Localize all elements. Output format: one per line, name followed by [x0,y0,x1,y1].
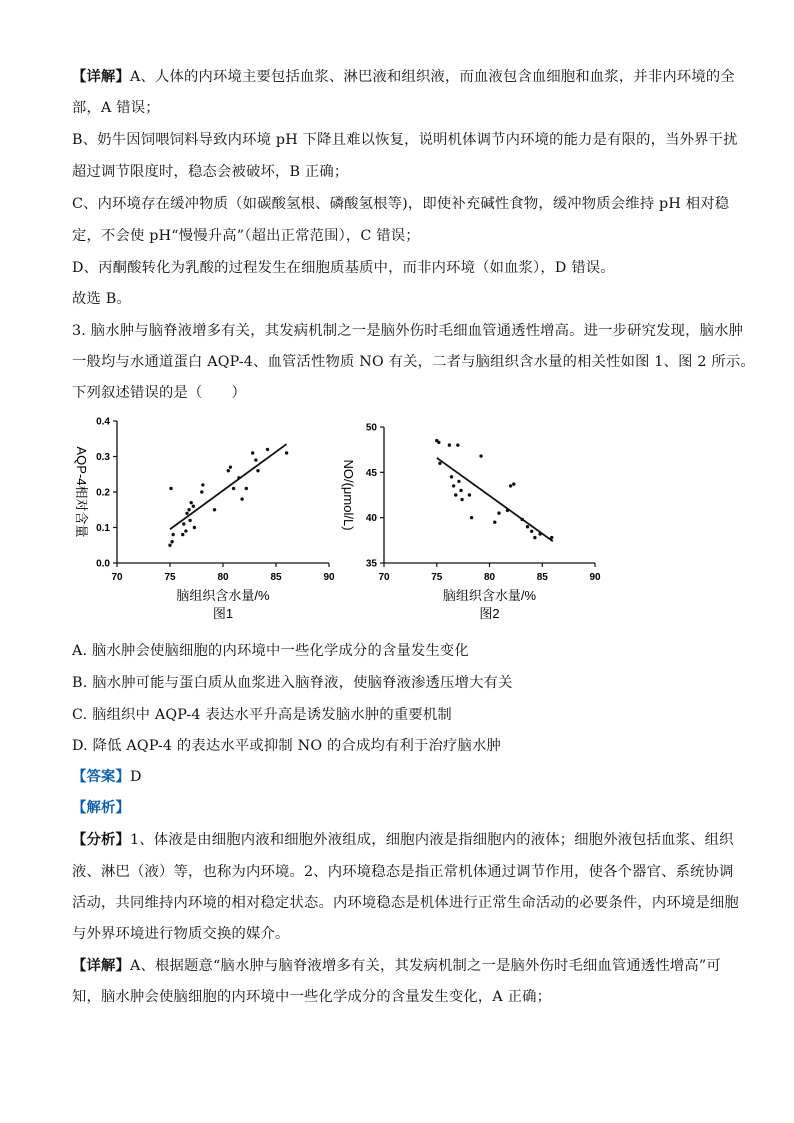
y-axis-label: AQP-4相对含量 [74,446,89,538]
y-tick-label: 0.3 [96,452,110,463]
data-point [533,536,536,539]
data-point [470,516,473,519]
question-stem-3: 下列叙述错误的是（ ） [72,385,246,401]
data-point [256,469,259,472]
x-tick-label: 90 [589,572,601,583]
y-tick-label: 0.1 [96,523,110,534]
analysis-heading [72,797,130,817]
data-point [512,482,515,485]
data-point [530,530,533,533]
data-point [468,493,471,496]
y-tick-label: 35 [365,558,377,570]
data-point [232,487,235,490]
chart-title: 图2 [479,606,500,621]
x-tick-label: 80 [483,572,496,583]
data-point [454,493,457,496]
chart-title: 图1 [212,606,234,621]
analysis-line-3: 活动，共同维持内环境的相对稳定状态。内环境稳态是机体进行正常生命活动的必要条件，内环境是细胞 [72,895,739,911]
fit-line [437,458,553,541]
y-tick-label: 40 [365,513,377,525]
question-stem-2: 一般均与水通道蛋白 AQP-4、血管活性物质 NO 有关，二者与脑组织含水量的相关性如图 1、图 2 所示。 [72,354,755,370]
detail-line-4: 超过调节限度时，稳态会被破坏，B 正确； [72,164,349,180]
data-point [437,441,440,444]
y-tick-label: 45 [365,467,377,479]
detail-line-7: D、丙酮酸转化为乳酸的过程发生在细胞质基质中，而非内环境（如血浆），D 错误。 [72,260,615,276]
chart-figure-2 [341,423,601,622]
data-point [170,540,173,543]
analysis-line-2: 液、淋巴（液）等，也称为内环境。2、内环境稳态是指正常机体通过调节作用，使各个器官、系统协调 [72,864,734,880]
data-point [266,448,269,451]
data-point [438,462,441,465]
data-point [193,526,196,529]
chart-figure-1 [74,417,335,622]
data-point [184,529,187,532]
x-axis-label: 脑组织含水量/% [442,588,537,603]
data-point [456,443,459,446]
analysis-sub-label: 【分析】 [72,832,130,848]
data-point [450,475,453,478]
data-point [526,525,529,528]
x-tick-label: 75 [164,572,176,583]
x-tick-label: 80 [217,572,229,583]
figure-charts [0,405,794,635]
data-point [254,458,257,461]
option-c: C. 脑组织中 AQP-4 表达水平升高是诱发脑水肿的重要机制 [72,707,452,723]
data-point [452,484,455,487]
data-point [181,533,184,536]
y-tick-label: 0.2 [96,487,110,499]
x-tick-label: 75 [431,572,443,583]
detail2-line-1: 【详解】A、根据题意“脑水肿与脑脊液增多有关，其发病机制之一是脑外伤时毛细血管通透性增高”可 [72,958,721,974]
data-point [229,465,232,468]
data-point [213,508,216,511]
option-a: A. 脑水肿会使脑细胞的内环境中一些化学成分的含量发生变化 [72,643,469,659]
x-tick-label: 85 [270,572,282,583]
fit-line [170,444,287,529]
data-point [448,443,451,446]
option-d: D. 降低 AQP-4 的表达水平或抑制 NO 的合成均有利于治疗脑水肿 [72,738,501,754]
data-point [171,533,174,536]
data-point [479,454,482,457]
data-point [182,522,185,525]
x-tick-label: 90 [323,572,335,583]
detail-line-8: 故选 B。 [72,291,131,307]
option-b: B. 脑水肿可能与蛋白质从血浆进入脑脊液，使脑脊液渗透压增大有关 [72,675,513,691]
detail2-label: 【详解】 [72,958,130,974]
data-point [493,521,496,524]
answer-line [72,766,142,786]
data-point [251,451,254,454]
data-point [192,505,195,508]
detail-line-5: C、内环境存在缓冲物质（如碳酸氢根、磷酸氢根等)，即使补充碱性食物，缓冲物质会维持 pH 相对稳 [72,196,730,212]
detail-line-1: 【详解】A、人体的内环境主要包括血浆、淋巴液和组织液，而血液包含血细胞和血浆，并非内环境的全 [72,69,735,85]
data-point [187,508,190,511]
data-point [227,469,230,472]
data-point [245,487,248,490]
data-point [169,487,172,490]
data-point [460,498,463,501]
y-tick-label: 0.0 [96,558,110,570]
y-tick-label: 50 [365,422,377,434]
detail-line-2: 部，A 错误； [72,100,160,116]
data-point [200,490,203,493]
y-tick-label: 0.4 [96,416,110,428]
x-tick-label: 85 [536,572,548,583]
data-point [240,497,243,500]
data-point [509,484,512,487]
detail-line-3: B、奶牛因饲喂饲料导致内环境 pH 下降且难以恢复，说明机体调节内环境的能力是有限的，当外界干扰 [72,132,738,148]
answer-value: D [130,769,142,785]
x-axis-label: 脑组织含水量/% [176,588,270,603]
answer-label: 【答案】 [72,769,130,785]
analysis-line-1: 【分析】1、体液是由细胞内液和细胞外液组成，细胞内液是指细胞内的液体；细胞外液包括血浆、组织 [72,832,734,848]
data-point [285,451,288,454]
detail-line-6: 定，不会使 pH“慢慢升高”（超出正常范围），C 错误； [72,228,420,244]
x-tick-label: 70 [111,572,123,583]
data-point [188,519,191,522]
question-stem-1: 3. 脑水肿与脑脊液增多有关，其发病机制之一是脑外伤时毛细血管通透性增高。进一步研究发现，脑水肿 [72,323,744,339]
detail-label: 【详解】 [72,69,130,85]
x-tick-label: 70 [378,572,390,583]
analysis-line-4: 与外界环境进行物质交换的媒介。 [72,926,290,942]
data-point [457,480,460,483]
data-point [497,511,500,514]
data-point [185,512,188,515]
data-point [201,483,204,486]
analysis-label: 【解析】 [72,800,130,816]
data-point [459,489,462,492]
data-point [168,544,171,547]
data-point [190,501,193,504]
y-axis-label: NO/(μmol/L) [341,459,356,531]
detail2-line-2: 知，脑水肿会使脑细胞的内环境中一些化学成分的含量发生变化，A 正确； [72,989,552,1005]
